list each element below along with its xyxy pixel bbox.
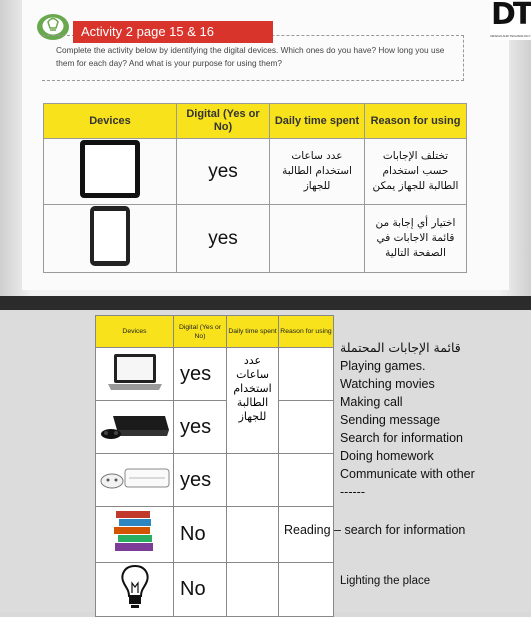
device-cell — [44, 139, 177, 205]
table-row — [96, 454, 334, 507]
time-note: عدد ساعات استخدام الطالبة للجهاز — [282, 150, 352, 192]
reason-cell — [279, 563, 334, 617]
reading-reason: Reading – search for information — [284, 523, 466, 537]
game-console-icon — [99, 408, 171, 442]
dt-logo — [490, 0, 531, 40]
table-row — [96, 348, 334, 401]
time-cell — [227, 563, 279, 617]
header-reason: Reason for using — [279, 316, 334, 348]
list-item: Watching movies — [340, 377, 435, 391]
answers-heading: قائمة الإجابات المحتملة — [340, 340, 461, 355]
top-devices-table — [43, 103, 467, 273]
digital-cell: yes — [174, 401, 227, 454]
device-cell — [44, 205, 177, 273]
digital-cell: yes — [174, 348, 227, 401]
slide-separator — [0, 296, 531, 310]
tablet-landscape-icon — [79, 139, 141, 199]
table-header-row — [96, 316, 334, 348]
instructions-text: Complete the activity below by identifying the digital devices. Which ones do you have? How long you use them for each day? And what is your purpose for using them? — [56, 45, 445, 68]
list-item: Making call — [340, 395, 403, 409]
time-cell — [227, 454, 279, 507]
list-item: ------ — [340, 485, 365, 499]
header-reason: Reason for using — [365, 104, 467, 139]
digital-cell: yes — [174, 454, 227, 507]
time-cell — [227, 348, 279, 454]
reason-cell — [279, 401, 334, 454]
device-cell — [96, 401, 174, 454]
table-row — [96, 401, 334, 454]
digital-cell: No — [174, 563, 227, 617]
digital-cell: No — [174, 507, 227, 563]
lighting-reason: Lighting the place — [340, 575, 431, 587]
digital-cell: yes — [177, 139, 270, 205]
table-row — [96, 563, 334, 617]
time-cell — [270, 205, 365, 273]
list-item: Communicate with other — [340, 467, 475, 481]
reason-cell — [365, 205, 467, 273]
header-time: Daily time spent — [227, 316, 279, 348]
game-controller-icon — [99, 463, 171, 493]
activity-title: Activity 2 page 15 & 16 — [73, 21, 273, 43]
list-item: Search for information — [340, 431, 463, 445]
list-item: Sending message — [340, 413, 441, 427]
time-cell — [227, 507, 279, 563]
bottom-devices-table — [95, 315, 334, 617]
reason-cell — [365, 139, 467, 205]
light-bulb-icon — [118, 563, 152, 611]
header-devices: Devices — [44, 104, 177, 139]
books-icon — [110, 507, 160, 557]
device-cell — [96, 507, 174, 563]
possible-answers-list — [340, 339, 530, 501]
device-cell — [96, 563, 174, 617]
header-digital: Digital (Yes or No) — [174, 316, 227, 348]
table-header-row — [44, 104, 467, 139]
header-devices: Devices — [96, 316, 174, 348]
list-item: Doing homework — [340, 449, 434, 463]
table-row — [44, 139, 467, 205]
device-cell — [96, 348, 174, 401]
logo-text: DT — [491, 0, 531, 32]
tablet-portrait-icon — [89, 205, 131, 267]
reason-note: تختلف الإجابات حسب استخدام الطالبة للجهاز يمكن — [372, 150, 459, 192]
laptop-icon — [105, 351, 165, 393]
reason-note: اختيار أي إجابة من قائمة الاجابات في الصفحة التالية — [375, 217, 456, 259]
list-item: Playing games. — [340, 359, 426, 373]
reason-cell — [279, 454, 334, 507]
device-cell — [96, 454, 174, 507]
reason-cell — [279, 348, 334, 401]
time-cell — [270, 139, 365, 205]
table-row — [44, 205, 467, 273]
logo-subtitle: DESIGN AND TECHNOLOGY — [490, 34, 531, 38]
header-time: Daily time spent — [270, 104, 365, 139]
header-digital: Digital (Yes or No) — [177, 104, 270, 139]
digital-cell: yes — [177, 205, 270, 273]
time-note: عدد ساعات استخدام الطالبة للجهاز — [233, 354, 272, 423]
